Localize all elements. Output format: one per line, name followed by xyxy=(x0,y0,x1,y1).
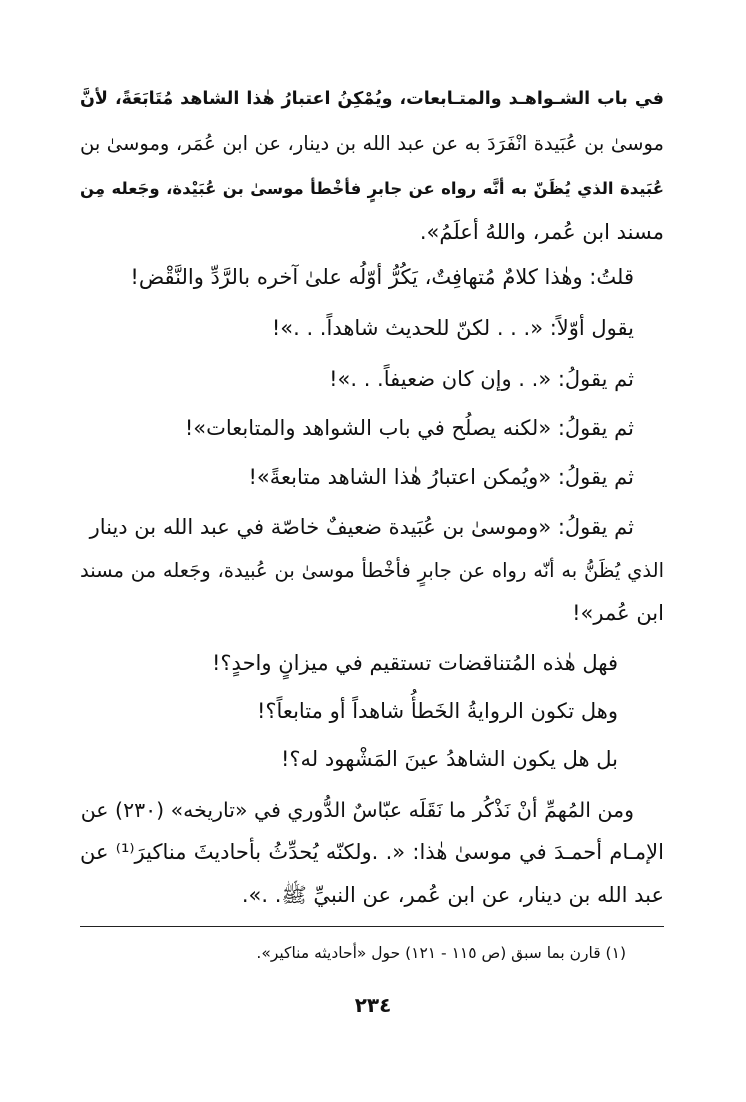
text-line-11: الذي يُظَنُّ به أنّه رواه عن جابرٍ فأخْطأ موسىٰ بن عُبيدة، وجَعله من مسند xyxy=(80,559,664,582)
text-line-16: ومن المُهمِّ أنْ نَذْكُر ما نَقَلَه عبّاسٌ الدُّوري في «تاريخه» (٢٣٠) عن xyxy=(80,798,634,822)
text-line-15: بل هل يكون الشاهدُ عينَ المَشْهود له؟! xyxy=(280,747,618,771)
text-line-6: يقول أوّلاً: «. . . لكنّ للحديث شاهداً. . .»! xyxy=(271,316,634,340)
text-line-18: عبد الله بن دينار، عن ابن عُمر، عن النبيِّ ﷺ. .». xyxy=(241,883,664,907)
text-line-8: ثم يقولُ: «لكنه يصلُح في باب الشواهد والمتابعات»! xyxy=(184,416,634,440)
text-line-10: ثم يقولُ: «وموسىٰ بن عُبَيدة ضعيفٌ خاصّة في عبد الله بن دينار xyxy=(89,515,634,539)
text-line-3: عُبَيدة الذي يُظَنّ به أنَّه رواه عن جابرٍ فأخْطأ موسىٰ بن عُبَيْدة، وجَعله مِن xyxy=(80,179,664,198)
text-line-14: وهل تكون الروايةُ الخَطأُ شاهداً أو متابعاً؟! xyxy=(256,699,618,723)
text-line-17: الإمـام أحمـدَ في موسىٰ هٰذا: «. .ولكنّه يُحدِّثُ بأحاديثَ مناكيرَ⁽¹⁾ عن xyxy=(80,840,664,864)
text-line-4: مسند ابن عُمر، واللهُ أعلَمُ». xyxy=(419,220,664,244)
text-line-9: ثم يقولُ: «ويُمكن اعتبارُ هٰذا الشاهد متابعةً»! xyxy=(248,465,634,489)
text-line-1: في باب الشـواهـد والمتـابعات، ويُمْكِنُ اعتبارُ هٰذا الشاهد مُتَابَعَةً، لأنَّ xyxy=(80,89,664,109)
text-line-12: ابن عُمر»! xyxy=(572,601,664,625)
text-line-2: موسىٰ بن عُبَيدة انْفَرَدَ به عن عبد الله بن دينار، عن ابن عُمَر، وموسىٰ بن xyxy=(80,132,664,155)
text-line-7: ثم يقولُ: «. . وإن كان ضعيفاً. . .»! xyxy=(329,367,634,391)
text-line-5: قلتُ: وهٰذا كلامٌ مُتهافِتٌ، يَكُرُّ أوّلُه علىٰ آخره بالرَّدِّ والنَّقْض! xyxy=(130,265,634,289)
page-number: ٢٣٤ xyxy=(354,993,392,1017)
footnote-divider xyxy=(80,926,664,927)
text-line-13: فهل هٰذه المُتناقضات تستقيم في ميزانٍ واحدٍ؟! xyxy=(211,651,618,675)
footnote: (١) قارن بما سبق (ص ١١٥ - ١٢١) حول «أحاديثه مناكير». xyxy=(256,944,626,962)
